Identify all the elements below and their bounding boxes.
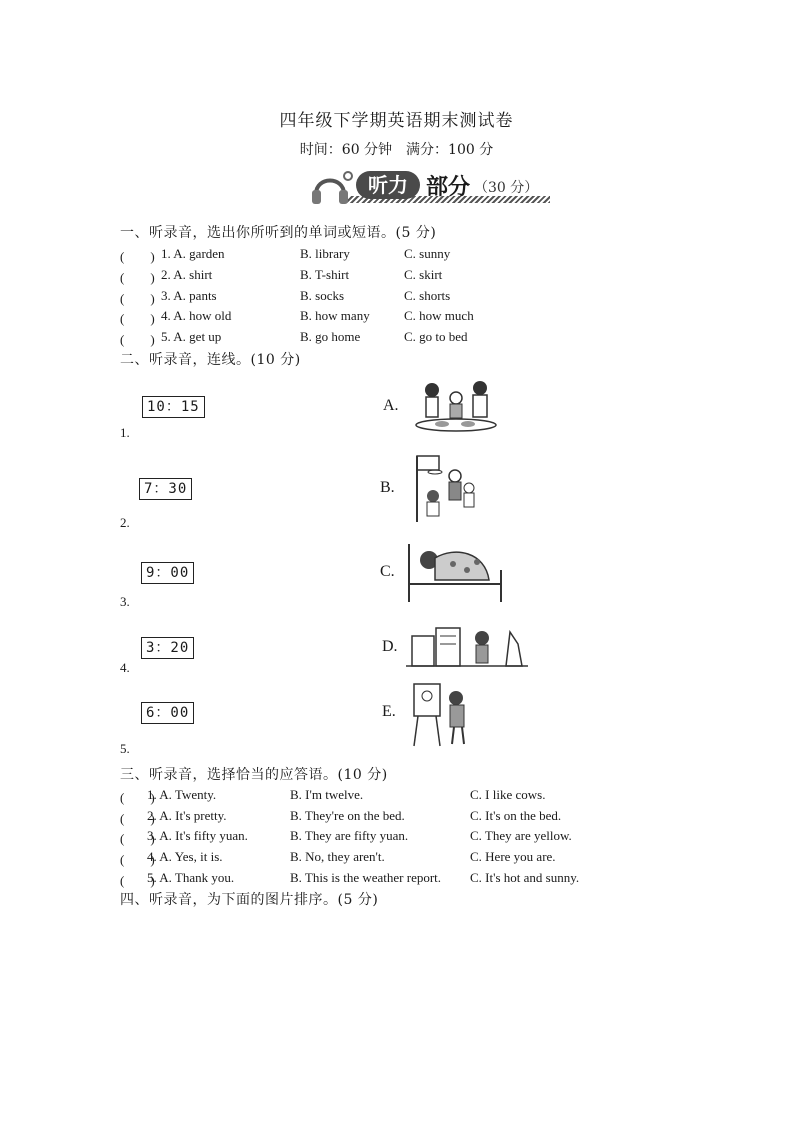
picture-letter-a: A.: [383, 397, 399, 414]
option-c: C. I like cows.: [470, 787, 546, 802]
option-a: 5. A. Thank you.: [147, 870, 235, 885]
answer-paren[interactable]: ( ): [120, 873, 155, 888]
option-b: B. They're on the bed.: [290, 808, 405, 823]
part-label: 部分: [426, 175, 471, 200]
option-a: 4. A. Yes, it is.: [147, 849, 223, 864]
picture-letter-c: C.: [380, 563, 395, 580]
section4-heading: 四、听录音，为下面的图片排序。(5 分): [120, 892, 379, 908]
option-a: 4. A. how old: [161, 308, 232, 323]
exam-time-score: 时间：60 分钟 满分：100 分: [299, 142, 494, 158]
going-home-picture: [406, 622, 528, 670]
option-b: B. No, they aren't.: [290, 849, 385, 864]
section2-heading: 二、听录音，连线。(10 分): [120, 352, 301, 368]
option-a: 1. A. Twenty.: [147, 787, 217, 802]
family-eating-picture: [410, 378, 502, 434]
clock-time-4: 3：20: [141, 637, 194, 659]
answer-paren[interactable]: ( ): [120, 270, 155, 285]
option-a: 5. A. get up: [161, 329, 222, 344]
picture-letter-b: B.: [380, 479, 395, 496]
answer-paren[interactable]: ( ): [120, 790, 155, 805]
section1-heading: 一、听录音，选出你所听到的单词或短语。(5 分): [120, 225, 437, 241]
option-c: C. go to bed: [404, 329, 468, 344]
item-number-3: 3.: [120, 594, 130, 609]
answer-paren[interactable]: ( ): [120, 811, 155, 826]
option-b: B. They are fifty yuan.: [290, 828, 409, 843]
option-b: B. how many: [300, 308, 370, 323]
headphones-icon: [310, 168, 354, 206]
answer-paren[interactable]: ( ): [120, 311, 155, 326]
listening-label: 听力: [356, 171, 420, 199]
answer-paren[interactable]: ( ): [120, 249, 155, 264]
answer-paren[interactable]: ( ): [120, 831, 155, 846]
option-b: B. library: [300, 246, 350, 261]
option-b: B. This is the weather report.: [290, 870, 442, 885]
basketball-picture: [405, 452, 479, 524]
painting-picture: [410, 682, 476, 748]
clock-time-1: 10：15: [142, 396, 205, 418]
part-score: （30 分）: [474, 180, 539, 196]
item-number-1: 1.: [120, 425, 130, 440]
section3-heading: 三、听录音，选择恰当的应答语。(10 分): [120, 767, 388, 783]
item-number-4: 4.: [120, 660, 130, 675]
option-c: C. sunny: [404, 246, 451, 261]
answer-paren[interactable]: ( ): [120, 332, 155, 347]
option-c: C. Here you are.: [470, 849, 556, 864]
option-a: 3. A. pants: [161, 288, 217, 303]
page-title: 四年级下学期英语期末测试卷: [279, 111, 514, 131]
option-c: C. It's hot and sunny.: [470, 870, 580, 885]
picture-letter-e: E.: [382, 703, 396, 720]
option-c: C. shorts: [404, 288, 451, 303]
option-c: C. They are yellow.: [470, 828, 572, 843]
clock-time-5: 6：00: [141, 702, 194, 724]
option-c: C. skirt: [404, 267, 443, 282]
clock-time-3: 9：00: [141, 562, 194, 584]
clock-time-2: 7：30: [139, 478, 192, 500]
option-b: B. socks: [300, 288, 345, 303]
listening-banner: [310, 166, 550, 208]
option-b: B. I'm twelve.: [290, 787, 364, 802]
option-a: 1. A. garden: [161, 246, 225, 261]
picture-letter-d: D.: [382, 638, 398, 655]
item-number-5: 5.: [120, 741, 130, 756]
option-c: C. It's on the bed.: [470, 808, 562, 823]
option-a: 3. A. It's fifty yuan.: [147, 828, 248, 843]
sleeping-picture: [405, 540, 509, 604]
option-b: B. go home: [300, 329, 361, 344]
answer-paren[interactable]: ( ): [120, 291, 155, 306]
option-a: 2. A. It's pretty.: [147, 808, 227, 823]
answer-paren[interactable]: ( ): [120, 852, 155, 867]
option-c: C. how much: [404, 308, 474, 323]
option-b: B. T-shirt: [300, 267, 350, 282]
option-a: 2. A. shirt: [161, 267, 213, 282]
item-number-2: 2.: [120, 515, 130, 530]
